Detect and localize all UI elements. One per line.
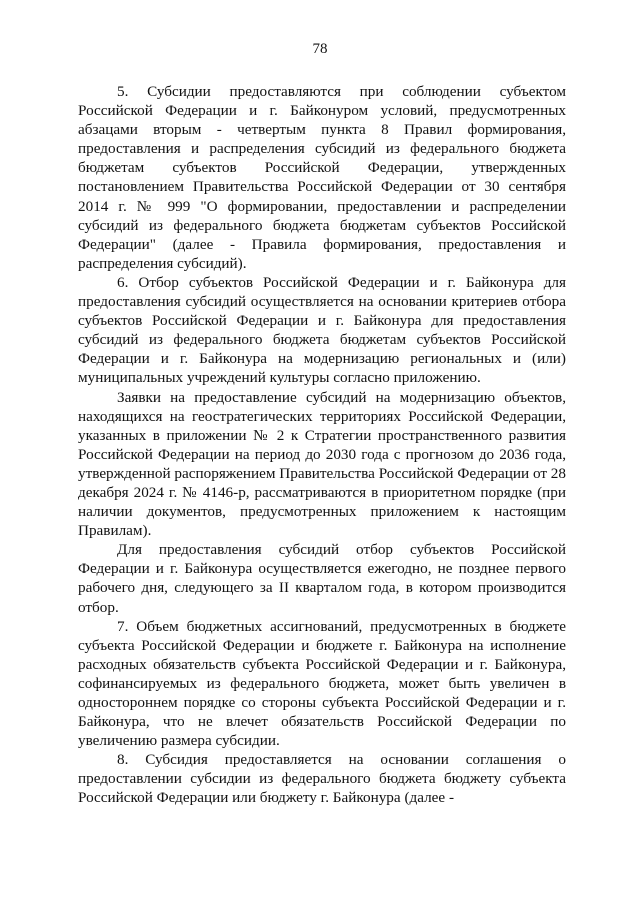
paragraph-8-subsidy-agreement: 8. Субсидия предоставляется на основании соглашения о предоставлении субсидии из федерального бюджета бюджету субъекта Российской Федерации или бюджету г. Байконура (далее - <box>78 751 566 807</box>
paragraph-6-selection-of-subjects: 6. Отбор субъектов Российской Федерации и г. Байконура для предоставления субсидий осуществляется на основании критериев отбора субъектов Российской Федерации и г. Байконура для предоставления субсидий из федерального бюджета бюджетам субъектов Российской Федерации и г. Байконура на модернизацию региональных и (или) муниципальных учреждений культуры согласно приложению. <box>78 273 566 387</box>
page-number: 78 <box>312 41 328 57</box>
document-body <box>78 82 566 808</box>
paragraph-priority-applications: Заявки на предоставление субсидий на модернизацию объектов, находящихся на геостратегических территориях Российской Федерации, указанных в приложении № 2 к Стратегии пространственного развития Российской Федерации на период до 2030 года с прогнозом до 2036 года, утвержденной распоряжением Правительства Российской Федерации от 28 декабря 2024 г. № 4146-р, рассматриваются в приоритетном порядке (при наличии документов, предусмотренных приложением к настоящим Правилам). <box>78 388 566 540</box>
paragraph-annual-selection: Для предоставления субсидий отбор субъектов Российской Федерации и г. Байконура осуществляется ежегодно, не позднее первого рабочего дня, следующего за II кварталом года, в котором производится отбор. <box>78 541 566 616</box>
paragraph-5-subsidy-conditions: 5. Субсидии предоставляются при соблюдении субъектом Российской Федерации и г. Байконуром условий, предусмотренных абзацами вторым - четвертым пункта 8 Правил формирования, предоставления и распределения субсидий из федерального бюджета бюджетам субъектов Российской Федерации, утвержденных постановлением Правительства Российской Федерации от 30 сентября 2014 г. № 999 "О формировании, предоставлении и распределении субсидий из федерального бюджета бюджетам субъектов Российской Федерации" (далее - Правила формирования, предоставления и распределения субсидий). <box>78 83 566 272</box>
paragraph-7-budget-allocations: 7. Объем бюджетных ассигнований, предусмотренных в бюджете субъекта Российской Федерации и бюджете г. Байконура на исполнение расходных обязательств субъекта Российской Федерации и г. Байконура, софинансируемых из федерального бюджета, может быть увеличен в одностороннем порядке со стороны субъекта Российской Федерации и г. Байконура, что не влечет обязательств Российской Федерации по увеличению размера субсидии. <box>78 617 566 750</box>
